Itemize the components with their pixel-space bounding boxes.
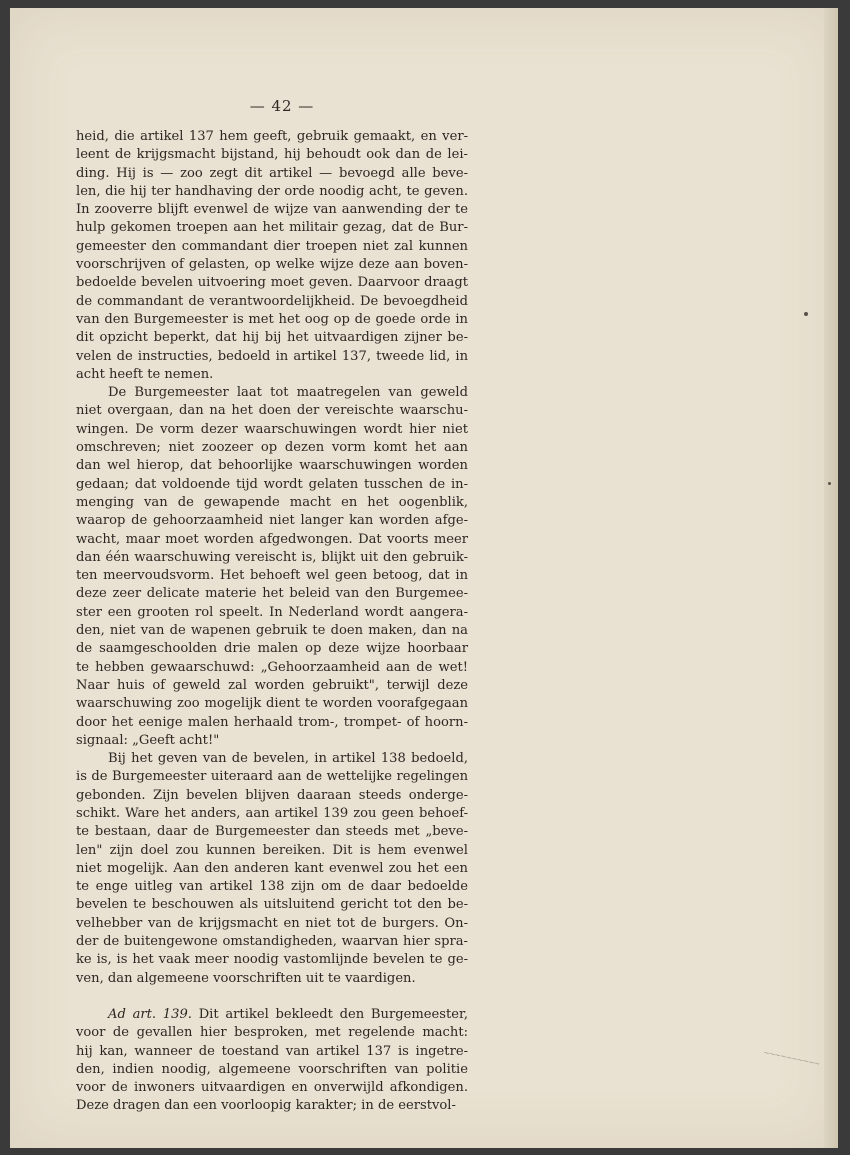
text-line: gedaan; dat voldoende tijd wordt gelaten tusschen de in-: [76, 476, 468, 492]
text-line: ke is, is het vaak meer noodig vastomlijnde bevelen te ge-: [76, 952, 468, 968]
text-line: ten meervoudsvorm. Het behoeft wel geen betoog, dat in: [76, 568, 468, 584]
text-line: Deze dragen dan een voorloopig karakter; in de eerstvol-: [76, 1098, 456, 1114]
text-line: omschreven; niet zoozeer op dezen vorm komt het aan: [76, 440, 468, 456]
text-line: is de Burgemeester uiteraard aan de wettelijke regelingen: [76, 769, 468, 785]
text-line: waarop de gehoorzaamheid niet langer kan worden afge-: [76, 513, 468, 529]
text-line: acht heeft te nemen.: [76, 366, 214, 382]
text-line: Naar huis of geweld zal worden gebruikt", terwijl deze: [76, 677, 468, 693]
text-line: gebonden. Zijn bevelen blijven daaraan steeds onderge-: [76, 787, 468, 803]
text-line: ster een grooten rol speelt. In Nederland wordt aangera-: [76, 604, 468, 620]
text-line: menging van de gewapende macht en het oogenblik,: [76, 494, 468, 510]
text-line: [76, 1006, 468, 1024]
text-line: voor de gevallen hier besproken, met regelende macht:: [76, 1025, 468, 1041]
text-line: ding. Hij is — zoo zegt dit artikel — bevoegd alle beve-: [76, 165, 468, 181]
document-page: [10, 8, 838, 1148]
paragraph-gap: [76, 988, 468, 1006]
text-line: van den Burgemeester is met het oog op de goede orde in: [76, 311, 468, 327]
ink-smudge: ~~~~~~~~~~: [762, 1047, 821, 1069]
page-speck: [804, 312, 808, 316]
text-line: ven, dan algemeene voorschriften uit te vaardigen.: [76, 970, 416, 986]
text-line: niet overgaan, dan na het doen der vereischte waarschu-: [76, 403, 468, 419]
paragraph-1: [76, 128, 468, 384]
body-text: [76, 128, 468, 1116]
text-line: voorschrijven of gelasten, op welke wijze deze aan boven-: [76, 257, 468, 273]
text-line: Bij het geven van de bevelen, in artikel 138 bedoeld,: [108, 751, 468, 767]
text-line: den, niet van de wapenen gebruik te doen maken, dan na: [76, 623, 468, 639]
text-line: len, die hij ter handhaving der orde noodig acht, te geven.: [76, 183, 468, 199]
text-line: dan één waarschuwing vereischt is, blijkt uit den gebruik-: [76, 549, 468, 565]
page-speck: [828, 482, 831, 485]
text-line: gemeester den commandant dier troepen niet zal kunnen: [76, 238, 468, 254]
text-line: De Burgemeester laat tot maatregelen van geweld: [108, 385, 468, 401]
text-line: te hebben gewaarschuwd: „Gehoorzaamheid aan de wet!: [76, 659, 468, 675]
heading-line-rest: Dit artikel bekleedt den Burgemeester,: [198, 1006, 468, 1022]
text-line: bedoelde bevelen uitvoering moet geven. Daarvoor draagt: [76, 275, 468, 291]
text-line: leent de krijgsmacht bijstand, hij behoudt ook dan de lei-: [76, 147, 468, 163]
text-line: der de buitengewone omstandigheden, waarvan hier spra-: [76, 934, 468, 950]
text-line: bevelen te beschouwen als uitsluitend gericht tot den be-: [76, 897, 468, 913]
text-line: deze zeer delicate materie het beleid van den Burgemee-: [76, 586, 468, 602]
section-heading: Ad art. 139.: [108, 1006, 192, 1022]
text-line: hij kan, wanneer de toestand van artikel 137 is ingetre-: [76, 1043, 468, 1059]
paragraph-3: [76, 750, 468, 988]
text-line: signaal: „Geeft acht!": [76, 732, 220, 748]
paragraph-2: [76, 384, 468, 750]
text-line: de commandant de verantwoordelijkheid. De bevoegdheid: [76, 293, 468, 309]
text-line: velen de instructies, bedoeld in artikel 137, tweede lid, in: [76, 348, 468, 364]
text-line: waarschuwing zoo mogelijk dient te worden voorafgegaan: [76, 696, 468, 712]
text-line: door het eenige malen herhaald trom-, trompet- of hoorn-: [76, 714, 468, 730]
text-line: In zooverre blijft evenwel de wijze van aanwending der te: [76, 202, 468, 218]
text-line: dan wel hierop, dat behoorlijke waarschuwingen worden: [76, 458, 468, 474]
paragraph-4: [76, 1006, 468, 1116]
text-line: velhebber van de krijgsmacht en niet tot de burgers. On-: [76, 915, 468, 931]
text-line: niet mogelijk. Aan den anderen kant evenwel zou het een: [76, 860, 468, 876]
text-line: dit opzicht beperkt, dat hij bij het uitvaardigen zijner be-: [76, 330, 468, 346]
page-edge: [824, 8, 838, 1148]
text-line: len" zijn doel zou kunnen bereiken. Dit is hem evenwel: [76, 842, 468, 858]
text-line: te enge uitleg van artikel 138 zijn om de daar bedoelde: [76, 879, 468, 895]
text-line: heid, die artikel 137 hem geeft, gebruik gemaakt, en ver-: [76, 129, 468, 144]
text-line: voor de inwoners uitvaardigen en onverwijld afkondigen.: [76, 1080, 468, 1096]
page-number: — 42 —: [249, 97, 315, 115]
text-line: schikt. Ware het anders, aan artikel 139 zou geen behoef-: [76, 805, 468, 821]
text-line: hulp gekomen troepen aan het militair gezag, dat de Bur-: [76, 220, 468, 236]
text-line: den, indien noodig, algemeene voorschriften van politie: [76, 1061, 468, 1077]
text-line: wacht, maar moet worden afgedwongen. Dat voorts meer: [76, 531, 468, 547]
text-line: te bestaan, daar de Burgemeester dan steeds met „beve-: [76, 824, 468, 840]
text-line: wingen. De vorm dezer waarschuwingen wordt hier niet: [76, 421, 468, 437]
text-line: de saamgeschoolden drie malen op deze wijze hoorbaar: [76, 641, 468, 657]
